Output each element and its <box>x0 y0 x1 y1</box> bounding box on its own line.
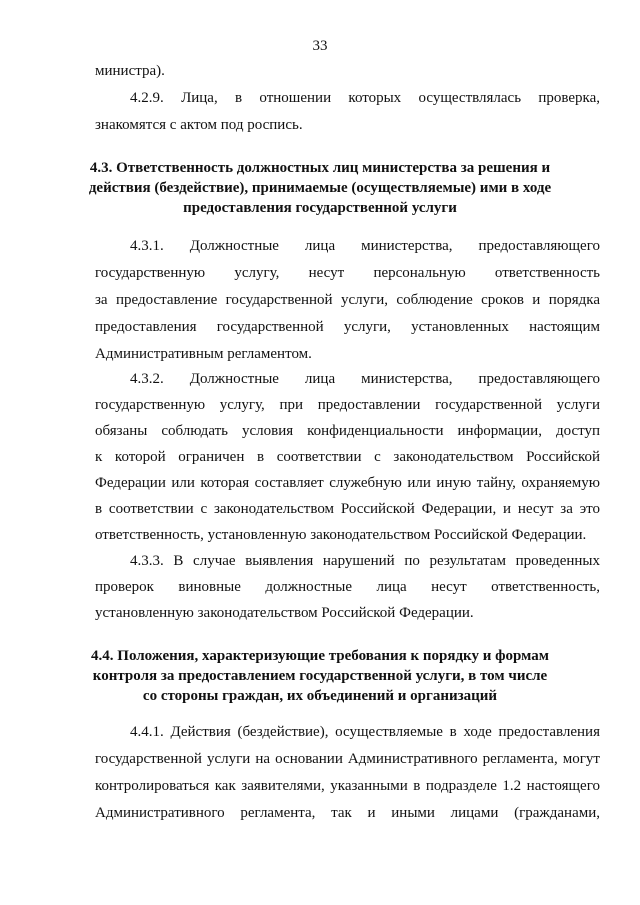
paragraph-4-4-1-line: 4.4.1. Действия (бездействие), осуществляемые в ходе предоставления <box>130 724 600 740</box>
text-line: Федерации или которая составляет служебную или иную тайну, охраняемую <box>95 475 600 491</box>
section-heading-4-3: 4.3. Ответственность должностных лиц министерства за решения и <box>89 160 551 176</box>
text-line: ответственность, установленную законодательством Российской Федерации. <box>95 527 587 543</box>
section-heading-4-4: со стороны граждан, их объединений и организаций <box>142 688 498 704</box>
paragraph-4-3-2-line: 4.3.2. Должностные лица министерства, предоставляющего <box>130 371 600 387</box>
text-line: Административным регламентом. <box>95 346 312 362</box>
paragraph-4-3-1-line: 4.3.1. Должностные лица министерства, предоставляющего <box>130 238 600 254</box>
text-line: государственной услуги на основании Административного регламента, могут <box>95 751 600 767</box>
text-line: проверок виновные должностные лица несут ответственность, <box>95 579 600 595</box>
text-line: установленную законодательством Российской Федерации. <box>95 605 474 621</box>
text-line: предоставления государственной услуги, установленных настоящим <box>95 319 600 335</box>
text-line: министра). <box>95 63 165 79</box>
text-line: знакомятся с актом под роспись. <box>95 117 303 133</box>
paragraph-4-2-9-line: 4.2.9. Лица, в отношении которых осуществлялась проверка, <box>130 90 600 106</box>
section-heading-4-4: 4.4. Положения, характеризующие требования к порядку и формам <box>91 648 549 664</box>
text-line: Административного регламента, так и иными лицами (гражданами, <box>95 805 600 821</box>
text-line: контролироваться как заявителями, указанными в подразделе 1.2 настоящего <box>95 778 600 794</box>
section-heading-4-3: действия (бездействие), принимаемые (осуществляемые) ими в ходе <box>88 180 552 196</box>
section-heading-4-3: предоставления государственной услуги <box>183 200 457 216</box>
text-line: в соответствии с законодательством Российской Федерации, и несут за это <box>95 501 600 517</box>
paragraph-4-3-3-line: 4.3.3. В случае выявления нарушений по результатам проведенных <box>130 553 600 569</box>
text-line: государственную услугу, несут персональную ответственность <box>95 265 600 281</box>
page-number: 33 <box>312 38 328 54</box>
text-line: государственную услугу, при предоставлении государственной услуги <box>95 397 600 413</box>
text-line: обязаны соблюдать условия конфиденциальности информации, доступ <box>95 423 600 439</box>
text-line: к которой ограничен в соответствии с законодательством Российской <box>95 449 600 465</box>
section-heading-4-4: контроля за предоставлением государственной услуги, в том числе <box>92 668 548 684</box>
text-line: за предоставление государственной услуги, соблюдение сроков и порядка <box>95 292 600 308</box>
